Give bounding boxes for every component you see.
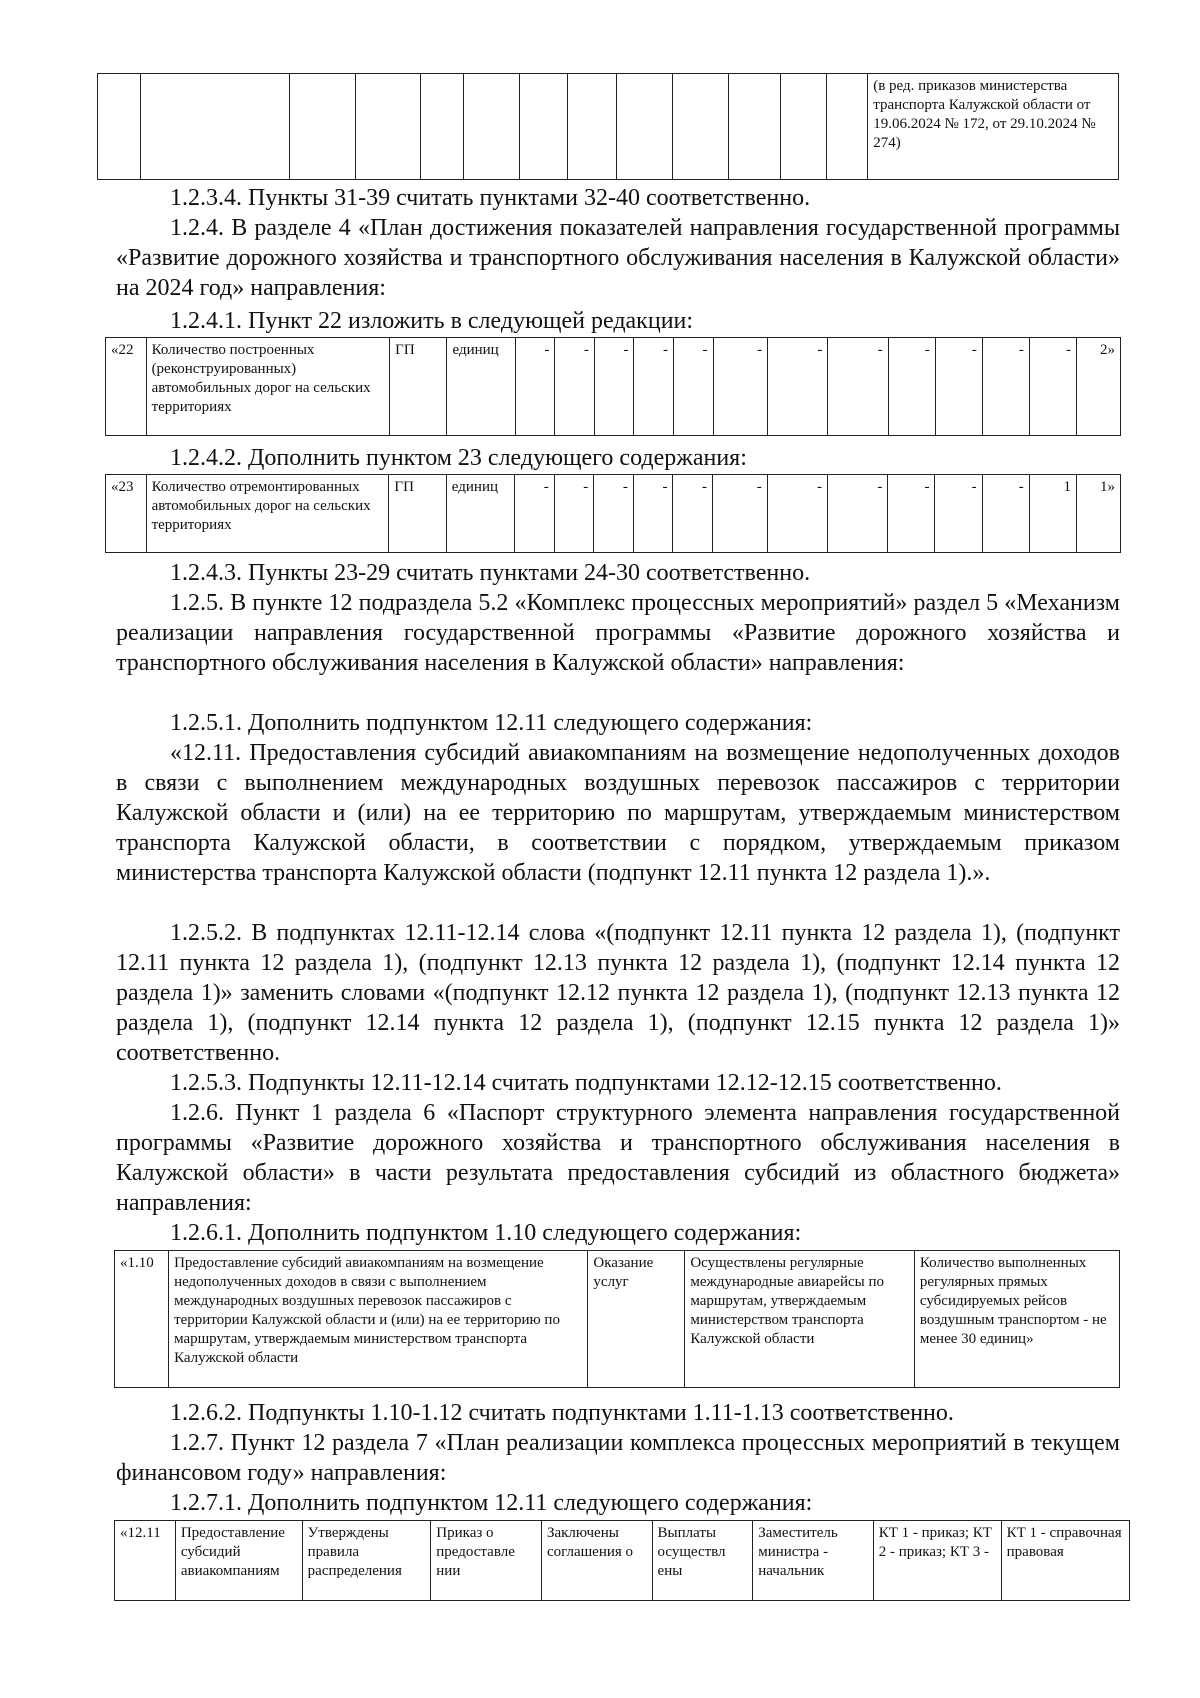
value: - <box>633 475 673 553</box>
table-indicator-23 <box>105 474 1121 553</box>
value: - <box>828 475 888 553</box>
table-cell <box>519 74 567 180</box>
level: ГП <box>390 338 447 436</box>
paragraph: 1.2.4.2. Дополнить пунктом 23 следующего содержания: <box>170 445 747 471</box>
indicator-name: Количество построенных (реконструированных) автомобильных дорог на сельских территориях <box>146 338 390 436</box>
value: - <box>767 475 827 553</box>
row-number: «1.10 <box>115 1251 169 1388</box>
paragraph: 1.2.4. В разделе 4 «План достижения показателей направления государственной программы «Развитие дорожного хозяйства и транспортного обслуживания населения в Калужской области» на 2024 год» направления: <box>116 215 1120 301</box>
value: - <box>982 475 1029 553</box>
value: - <box>515 338 555 436</box>
paragraph: 1.2.5.1. Дополнить подпунктом 12.11 следующего содержания: <box>170 710 813 736</box>
value: - <box>935 338 982 436</box>
row-number: «22 <box>106 338 147 436</box>
unit: единиц <box>446 475 514 553</box>
value: - <box>768 338 828 436</box>
paragraph: 1.2.4.3. Пункты 23-29 считать пунктами 24-30 соответственно. <box>170 560 811 586</box>
paragraph: 1.2.7. Пункт 12 раздела 7 «План реализации комплекса процессных мероприятий в текущем финансовом году» направления: <box>116 1430 1120 1486</box>
control-point: Приказ о предоставле нии <box>431 1521 542 1601</box>
table-cell <box>355 74 420 180</box>
paragraph: 1.2.7.1. Дополнить подпунктом 12.11 следующего содержания: <box>170 1490 813 1516</box>
paragraph: 1.2.6.2. Подпункты 1.10-1.12 считать подпунктами 1.11-1.13 соответственно. <box>170 1400 954 1426</box>
table-cell <box>616 74 672 180</box>
value: - <box>982 338 1029 436</box>
value: - <box>594 338 634 436</box>
table-cell <box>290 74 355 180</box>
result-name: Предоставление субсидий авиакомпаниям на возмещение недополученных доходов в связи с выполнением международных воздушных перевозок пассажиров с территории Калужской области и (или) на ее территорию по маршрутам, утверждаемым министерством транспорта Калужской области <box>169 1251 588 1388</box>
control-point: Утверждены правила распределения <box>302 1521 431 1601</box>
paragraph: 1.2.6.1. Дополнить подпунктом 1.10 следующего содержания: <box>170 1220 802 1246</box>
unit: единиц <box>447 338 515 436</box>
result-type: Оказание услуг <box>588 1251 685 1388</box>
value: - <box>888 475 935 553</box>
row-number: «23 <box>106 475 147 553</box>
table-cell <box>728 74 780 180</box>
responsible: Заместитель министра - начальник <box>753 1521 874 1601</box>
paragraph: 1.2.5. В пункте 12 подраздела 5.2 «Комплекс процессных мероприятий» раздел 5 «Механизм реализации направления государственной программы «Развитие дорожного хозяйства и транспортного обслуживания населения в Калужской области» направления: <box>116 590 1120 676</box>
value: 1» <box>1076 475 1120 553</box>
value: - <box>935 475 982 553</box>
paragraph: 1.2.3.4. Пункты 31-39 считать пунктами 32-40 соответственно. <box>170 185 811 211</box>
amendment-note: (в ред. приказов министерства транспорта Калужской области от 19.06.2024 № 172, от 29.10.2024 № 274) <box>868 74 1119 180</box>
value: - <box>713 338 768 436</box>
paragraph: 1.2.5.2. В подпунктах 12.11-12.14 слова «(подпункт 12.11 пункта 12 раздела 1), (подпункт 12.11 пункта 12 раздела 1), (подпункт 12.13 пункта 12 раздела 1), (подпункт 12.14 пункта 12 раздела 1)» заменить словами «(подпункт 12.12 пункта 12 раздела 1), (подпункт 12.13 пункта 12 раздела 1), (подпункт 12.14 пункта 12 раздела 1), (подпункт 12.15 пункта 12 раздела 1)» соответственно. <box>116 920 1120 1066</box>
value: - <box>673 338 713 436</box>
level: ГП <box>389 475 446 553</box>
table-cell <box>780 74 827 180</box>
row-number: «12.11 <box>115 1521 176 1601</box>
value: - <box>713 475 768 553</box>
information-system: КТ 1 - справочная правовая <box>1001 1521 1129 1601</box>
value: 2» <box>1076 338 1120 436</box>
table-top <box>97 73 1119 180</box>
result-description: Осуществлены регулярные международные авиарейсы по маршрутам, утверждаемым министерством транспорта Калужской области <box>685 1251 915 1388</box>
table-plan-12-11 <box>114 1520 1130 1601</box>
paragraph: 1.2.4.1. Пункт 22 изложить в следующей редакции: <box>170 308 694 334</box>
paragraph: 1.2.5.3. Подпункты 12.11-12.14 считать подпунктами 12.12-12.15 соответственно. <box>170 1070 1002 1096</box>
value: - <box>888 338 935 436</box>
table-result-1-10 <box>114 1250 1120 1388</box>
document-type: КТ 1 - приказ; КТ 2 - приказ; КТ 3 - <box>873 1521 1001 1601</box>
event-name: Предоставление субсидий авиакомпаниям <box>175 1521 302 1601</box>
value: - <box>673 475 713 553</box>
value: - <box>634 338 674 436</box>
table-cell <box>463 74 519 180</box>
control-point: Заключены соглашения о <box>541 1521 652 1601</box>
value: - <box>555 338 595 436</box>
table-cell <box>420 74 463 180</box>
table-cell <box>568 74 616 180</box>
indicator-name: Количество отремонтированных автомобильных дорог на сельских территориях <box>146 475 389 553</box>
value: - <box>1029 338 1076 436</box>
control-point: Выплаты осуществл ены <box>652 1521 753 1601</box>
table-indicator-22 <box>105 337 1121 436</box>
result-characteristic: Количество выполненных регулярных прямых субсидируемых рейсов воздушным транспортом - не менее 30 единиц» <box>914 1251 1119 1388</box>
table-cell <box>98 74 141 180</box>
paragraph: 1.2.6. Пункт 1 раздела 6 «Паспорт структурного элемента направления государственной программы «Развитие дорожного хозяйства и транспортного обслуживания населения в Калужской области» в части результата предоставления субсидий из областного бюджета» направления: <box>116 1100 1120 1216</box>
table-cell <box>140 74 290 180</box>
value: - <box>594 475 634 553</box>
table-cell <box>672 74 728 180</box>
paragraph: «12.11. Предоставления субсидий авиакомпаниям на возмещение недополученных доходов в связи с выполнением международных воздушных перевозок пассажиров с территории Калужской области и (или) на ее территорию по маршрутам, утверждаемым министерством транспорта Калужской области, в соответствии с порядком, утверждаемым приказом министерства транспорта Калужской области (подпункт 12.11 пункта 12 раздела 1).». <box>116 740 1120 886</box>
value: 1 <box>1029 475 1076 553</box>
value: - <box>515 475 555 553</box>
value: - <box>828 338 888 436</box>
table-cell <box>827 74 868 180</box>
value: - <box>554 475 594 553</box>
